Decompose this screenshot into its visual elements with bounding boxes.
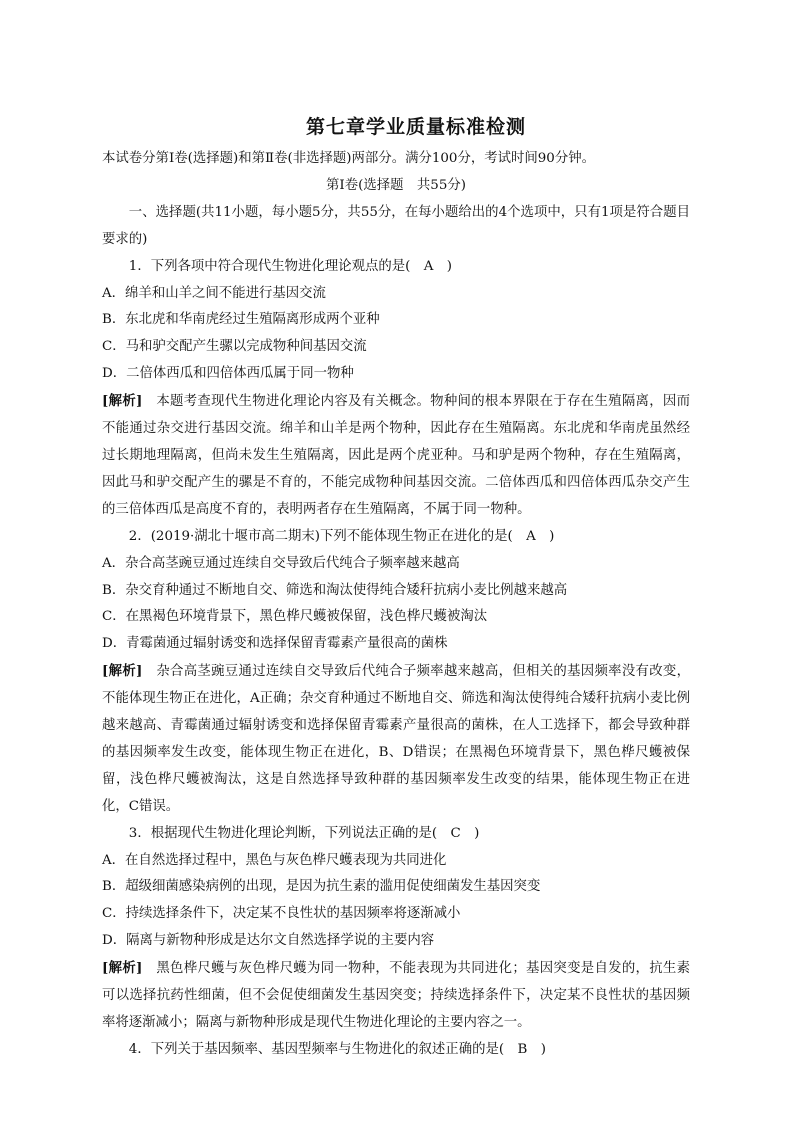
option-c: C．马和驴交配产生骡以完成物种间基因交流 <box>102 339 367 355</box>
intro-text: 本试卷分第Ⅰ卷(选择题)和第Ⅱ卷(非选择题)两部分。满分100分，考试时间90分钟。 <box>102 151 595 166</box>
option-c: C．在黑褐色环境背景下，黑色桦尺蠖被保留，浅色桦尺蠖被淘汰 <box>102 609 488 625</box>
analysis <box>102 388 690 524</box>
question-2 <box>102 524 690 821</box>
analysis-tag: [解析] <box>102 393 143 410</box>
option-c: C．持续选择条件下，决定某不良性状的基因频率将逐渐减小 <box>102 906 461 922</box>
question-stem: 2．(2019·湖北十堰市高二期末)下列不能体现生物正在进化的是( A ) <box>128 528 555 544</box>
analysis-text: 本题考查现代生物进化理论内容及有关概念。物种间的根本界限在于存在生殖隔离，因而不能通过杂交进行基因交流。绵羊和山羊是两个物种，因此存在生殖隔离。东北虎和华南虎虽然经过长期地理隔离，但尚未发生生殖隔离，因此是两个虎亚种。马和驴是两个物种，存在生殖隔离，因此马和驴交配产生的骡是不育的，不能完成物种间基因交流。二倍体西瓜和四倍体西瓜杂交产生的三倍体西瓜是高度不育的，表明两者存在生殖隔离，不属于同一物种。 <box>102 394 691 517</box>
option-a: A．在自然选择过程中，黑色与灰色桦尺蠖表现为共同进化 <box>102 852 447 868</box>
question-1 <box>102 254 690 524</box>
analysis-text: 黑色桦尺蠖与灰色桦尺蠖为同一物种，不能表现为共同进化；基因突变是自发的，抗生素可以选择抗药性细菌，但不会促使细菌发生基因突变；持续选择条件下，决定某不良性状的基因频率将逐渐减小；隔离与新物种形成是现代生物进化理论的主要内容之一。 <box>102 961 691 1030</box>
option-a: A．杂合高茎豌豆通过连续自交导致后代纯合子频率越来越高 <box>102 555 460 571</box>
question-4 <box>102 1037 690 1064</box>
document-page <box>102 110 690 1064</box>
page-title: 第七章学业质量标准检测 <box>305 116 526 138</box>
analysis <box>102 955 690 1037</box>
option-b: B．超级细菌感染病例的出现，是因为抗生素的滥用促使细菌发生基因突变 <box>102 879 541 895</box>
analysis-tag: [解析] <box>102 663 143 680</box>
question-stem: 4．下列关于基因频率、基因型频率与生物进化的叙述正确的是( B ) <box>128 1041 546 1057</box>
option-d: D．二倍体西瓜和四倍体西瓜属于同一物种 <box>102 366 354 382</box>
option-b: B．东北虎和华南虎经过生殖隔离形成两个亚种 <box>102 312 380 328</box>
option-d: D．青霉菌通过辐射诱变和选择保留青霉素产量很高的菌株 <box>102 636 448 652</box>
option-a: A．绵羊和山羊之间不能进行基因交流 <box>102 285 326 301</box>
section-header: 一、选择题(共11小题，每小题5分，共55分，在每小题给出的4个选项中，只有1项是符合题目要求的) <box>102 204 690 247</box>
option-b: B．杂交育种通过不断地自交、筛选和淘汰使得纯合矮秆抗病小麦比例越来越高 <box>102 582 568 598</box>
analysis-text: 杂合高茎豌豆通过连续自交导致后代纯合子频率越来越高，但相关的基因频率没有改变，不能体现生物正在进化，A正确；杂交育种通过不断地自交、筛选和淘汰使得纯合矮秆抗病小麦比例越来越高、青霉菌通过辐射诱变和选择保留青霉素产量很高的菌株，在人工选择下，都会导致种群的基因频率发生改变，能体现生物正在进化，B、D错误；在黑褐色环境背景下，黑色桦尺蠖被保留，浅色桦尺蠖被淘汰，这是自然选择导致种群的基因频率发生改变的结果，能体现生物正在进化，C错误。 <box>102 664 691 814</box>
question-stem: 1．下列各项中符合现代生物进化理论观点的是( A ) <box>128 258 453 274</box>
analysis-tag: [解析] <box>102 960 143 977</box>
question-3 <box>102 821 690 1037</box>
part-title: 第Ⅰ卷(选择题 共55分) <box>326 177 466 193</box>
analysis <box>102 658 690 820</box>
option-d: D．隔离与新物种形成是达尔文自然选择学说的主要内容 <box>102 933 435 949</box>
question-stem: 3．根据现代生物进化理论判断，下列说法正确的是( C ) <box>128 825 480 841</box>
